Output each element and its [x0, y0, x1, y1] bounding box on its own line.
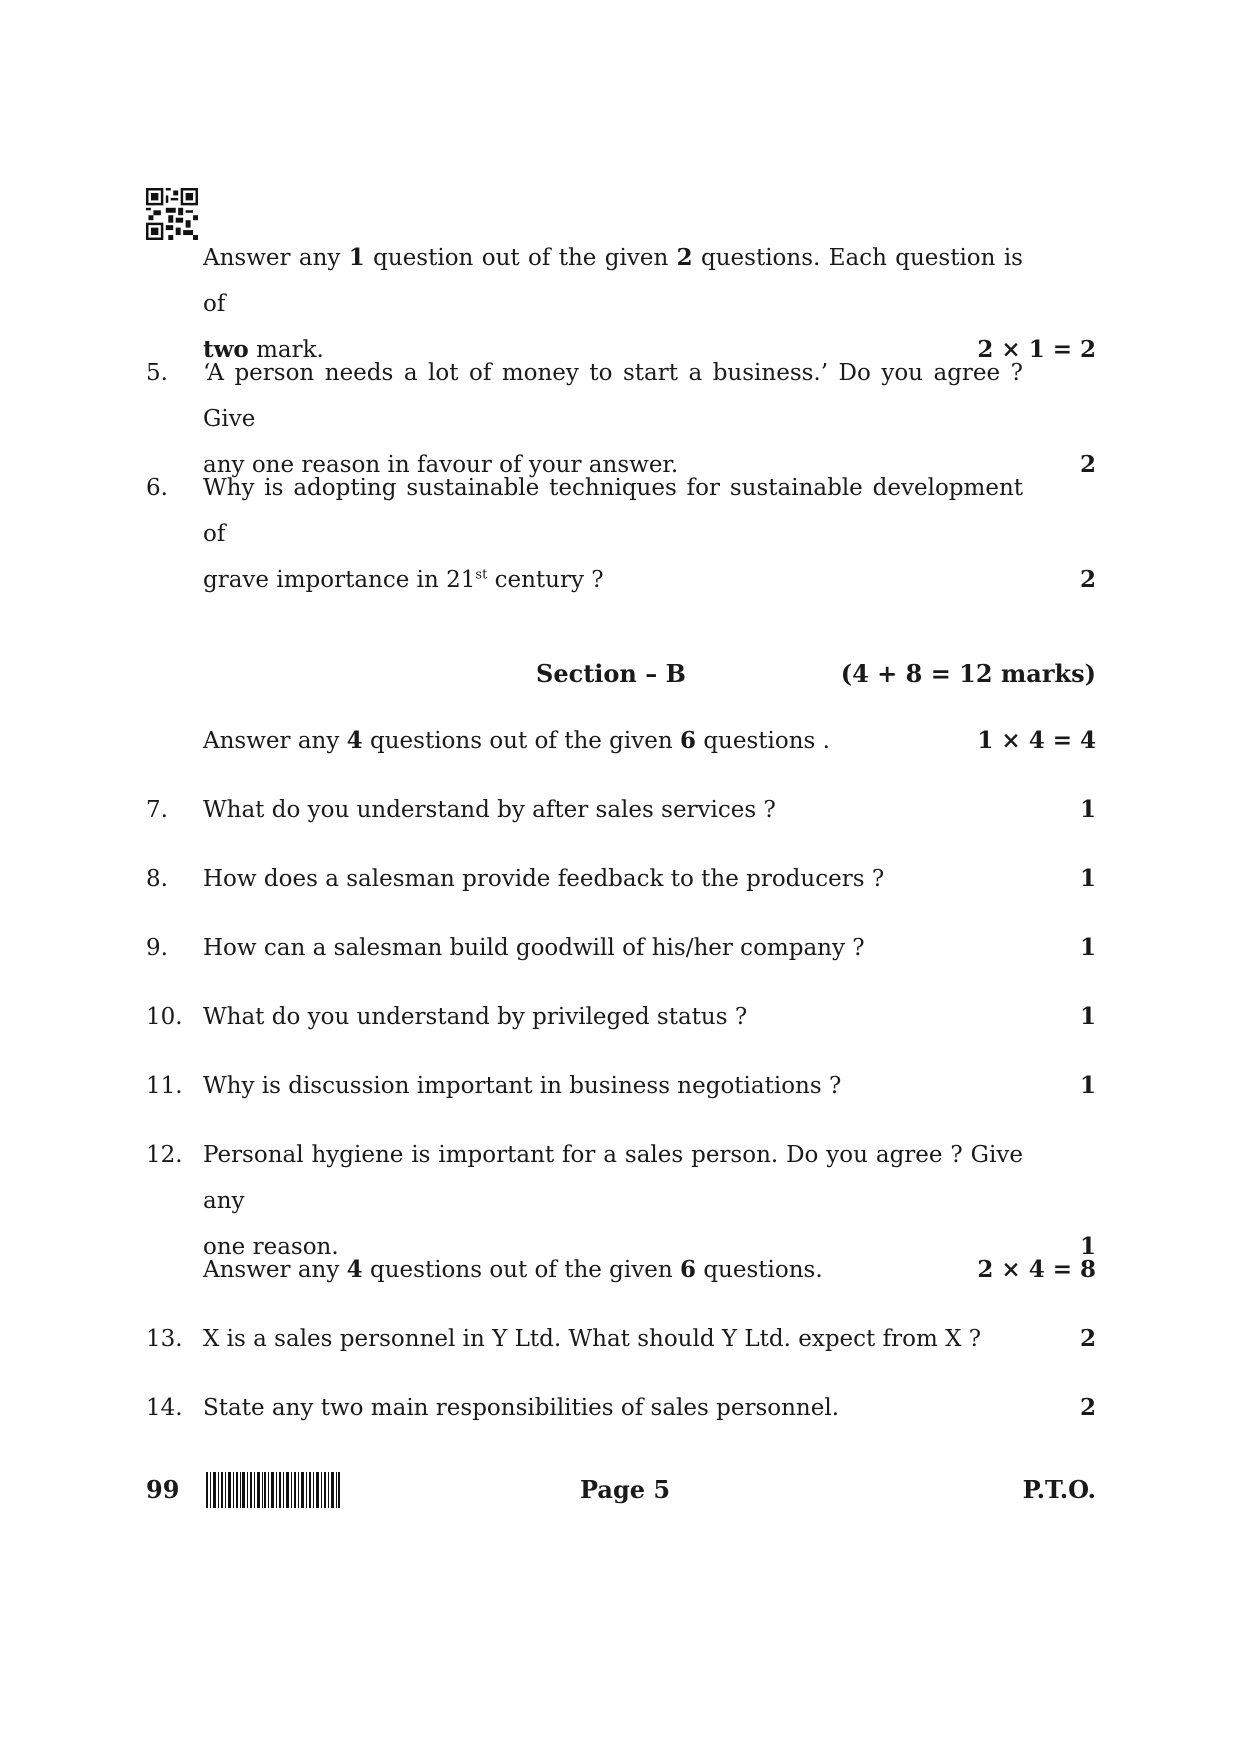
instruction-line: two mark.	[203, 336, 324, 363]
marks-label: 1	[1079, 1003, 1096, 1030]
question-text: X is a sales personnel in Y Ltd. What should Y Ltd. expect from X ?	[203, 1326, 982, 1352]
question-text: one reason.	[203, 1234, 339, 1260]
question-number: 12.	[146, 1142, 183, 1168]
marks-label: 1 × 4 = 4	[977, 727, 1096, 754]
instruction-line: Answer any 4 questions out of the given 6 questions.	[203, 1256, 823, 1283]
marks-label: 1	[1079, 796, 1096, 823]
question-number: 7.	[146, 797, 168, 823]
marks-label: 1	[1079, 865, 1096, 892]
question-9	[146, 925, 1096, 971]
question-number: 5.	[146, 360, 168, 386]
question-number: 11.	[146, 1073, 183, 1099]
marks-label: 2 × 4 = 8	[977, 1256, 1096, 1283]
question-text: How does a salesman provide feedback to the producers ?	[203, 866, 885, 892]
marks-label: 1	[1079, 934, 1096, 961]
question-number: 6.	[146, 475, 168, 501]
question-text: Personal hygiene is important for a sales person. Do you agree ? Give any	[203, 1142, 1023, 1214]
instruction-block	[146, 1247, 1096, 1293]
qr-code-icon	[146, 188, 198, 240]
marks-label: 2	[1079, 1325, 1096, 1352]
question-number: 14.	[146, 1395, 183, 1421]
question-number: 13.	[146, 1326, 183, 1352]
marks-label: 2	[1079, 451, 1096, 478]
instruction-block	[146, 718, 1096, 764]
question-7	[146, 787, 1096, 833]
question-text: Why is discussion important in business negotiations ?	[203, 1073, 842, 1099]
question-10	[146, 994, 1096, 1040]
marks-label: 2 × 1 = 2	[977, 336, 1096, 363]
question-number: 10.	[146, 1004, 183, 1030]
question-text: grave importance in 21st century ?	[203, 567, 604, 593]
question-14	[146, 1385, 1096, 1431]
question-text: How can a salesman build goodwill of his/her company ?	[203, 935, 865, 961]
instruction-line: Answer any 1 question out of the given 2 questions. Each question is of	[203, 244, 1023, 317]
question-text: What do you understand by after sales services ?	[203, 797, 776, 823]
question-text: any one reason in favour of your answer.	[203, 452, 679, 478]
question-text: State any two main responsibilities of sales personnel.	[203, 1395, 840, 1421]
question-6	[146, 465, 1096, 603]
marks-label: 1	[1079, 1072, 1096, 1099]
page-footer	[146, 1470, 1096, 1510]
paper-code: 99	[146, 1475, 180, 1504]
marks-label: 2	[1079, 1394, 1096, 1421]
question-number: 9.	[146, 935, 168, 961]
question-number: 8.	[146, 866, 168, 892]
section-marks: (4 + 8 = 12 marks)	[840, 659, 1096, 688]
question-11	[146, 1063, 1096, 1109]
page-number: Page 5	[580, 1475, 671, 1504]
pto-label: P.T.O.	[1022, 1475, 1096, 1504]
instruction-line: Answer any 4 questions out of the given 6 questions .	[203, 727, 830, 754]
section-title: Section – B	[536, 659, 686, 688]
question-13	[146, 1316, 1096, 1362]
question-text: Why is adopting sustainable techniques for sustainable development of	[203, 475, 1023, 547]
question-8	[146, 856, 1096, 902]
question-text: What do you understand by privileged status ?	[203, 1004, 748, 1030]
question-text: ‘A person needs a lot of money to start a business.’ Do you agree ? Give	[203, 360, 1023, 432]
marks-label: 1	[1079, 1233, 1096, 1260]
marks-label: 2	[1079, 566, 1096, 593]
barcode-icon	[206, 1472, 340, 1508]
